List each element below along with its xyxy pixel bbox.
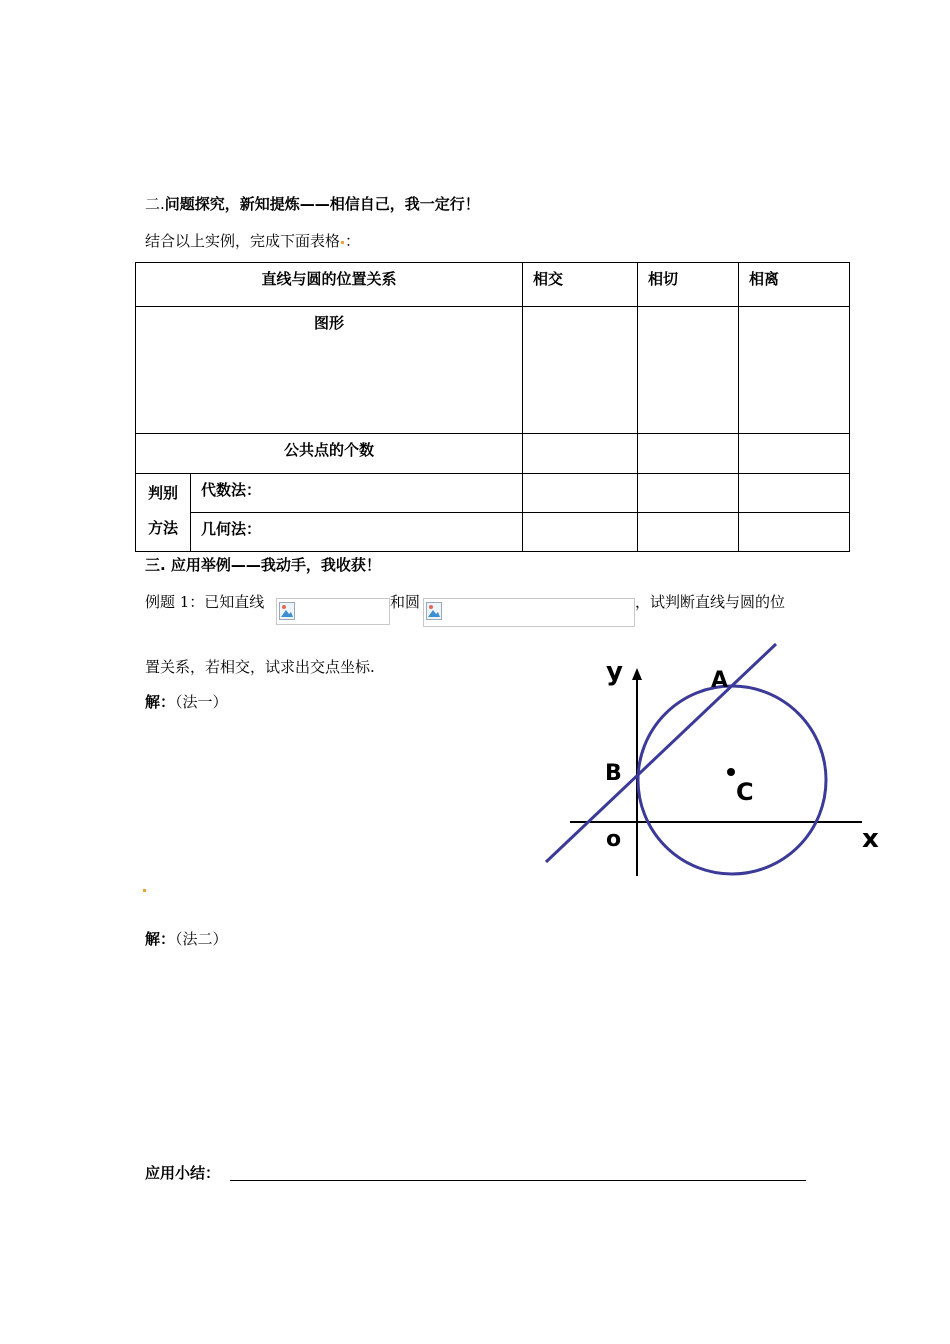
method-algebra-label: 代数法： [191,474,523,513]
summary-answer-line[interactable] [230,1180,806,1181]
header-intersect: 相交 [523,263,638,307]
label-y: y [606,657,623,687]
label-x: x [862,824,879,854]
example1-line2: 置关系，若相交，试求出交点坐标. [145,658,375,676]
circle-equation-image [423,598,635,627]
row-figure-label: 图形 [136,307,523,434]
section2-heading-text: 问题探究，新知提炼——相信自己，我一定行！ [164,195,480,213]
section2-intro-text: 结合以上实例，完成下面表格 [145,232,341,250]
example1-suffix: ，试判断直线与圆的位 [635,593,786,611]
judge-label-line2: 方法 [147,519,178,537]
cell-figure-tangent[interactable] [638,307,739,434]
section2-heading [145,194,480,214]
header-tangent: 相切 [638,263,739,307]
marker-dot [143,889,146,892]
section2-intro [145,231,360,251]
cell-figure-separate[interactable] [739,307,850,434]
section3-heading: 三. 应用举例——我动手，我收获！ [145,556,381,574]
coordinate-graph [540,640,885,885]
line-equation-image [276,598,390,625]
cell-algebra-tangent[interactable] [638,474,739,513]
cell-algebra-intersect[interactable] [523,474,638,513]
summary-label: 应用小结： [145,1164,221,1182]
cell-geometry-intersect[interactable] [523,513,638,552]
solution2-method: （法二） [175,930,228,948]
cell-figure-intersect[interactable] [523,307,638,434]
cell-algebra-separate[interactable] [739,474,850,513]
header-relation: 直线与圆的位置关系 [136,263,523,307]
broken-image-icon [426,602,442,620]
example1-line1 [145,592,264,612]
circle-c [638,686,826,874]
section2-heading-prefix: 二. [145,195,165,213]
method-geometry-label: 几何法： [191,513,523,552]
position-relation-table [135,262,850,552]
cell-points-intersect[interactable] [523,434,638,474]
cell-geometry-separate[interactable] [739,513,850,552]
cell-points-separate[interactable] [739,434,850,474]
line-ab [546,644,776,862]
label-point-a: A [711,668,729,693]
solution1 [145,692,228,712]
cell-geometry-tangent[interactable] [638,513,739,552]
row-common-points-label: 公共点的个数 [136,434,523,474]
example1-prefix: 例题 1：已知直线 [145,593,265,611]
section2-intro-colon: ： [345,232,361,250]
broken-image-icon [279,602,295,620]
solution2-label: 解： [145,930,176,948]
label-point-c: C [736,778,754,806]
label-origin: o [606,827,622,852]
solution1-label: 解： [145,693,176,711]
header-separate: 相离 [739,263,850,307]
marker-dot [341,241,344,244]
y-axis-arrow-icon [632,668,642,680]
judge-label-line1: 判别 [147,484,178,502]
center-point-c [727,768,735,776]
cell-points-tangent[interactable] [638,434,739,474]
solution2 [145,929,228,949]
row-judge-label [136,474,191,552]
example1-mid: 和圆 [390,593,421,611]
solution1-method: （法一） [175,693,228,711]
label-point-b: B [605,761,622,786]
